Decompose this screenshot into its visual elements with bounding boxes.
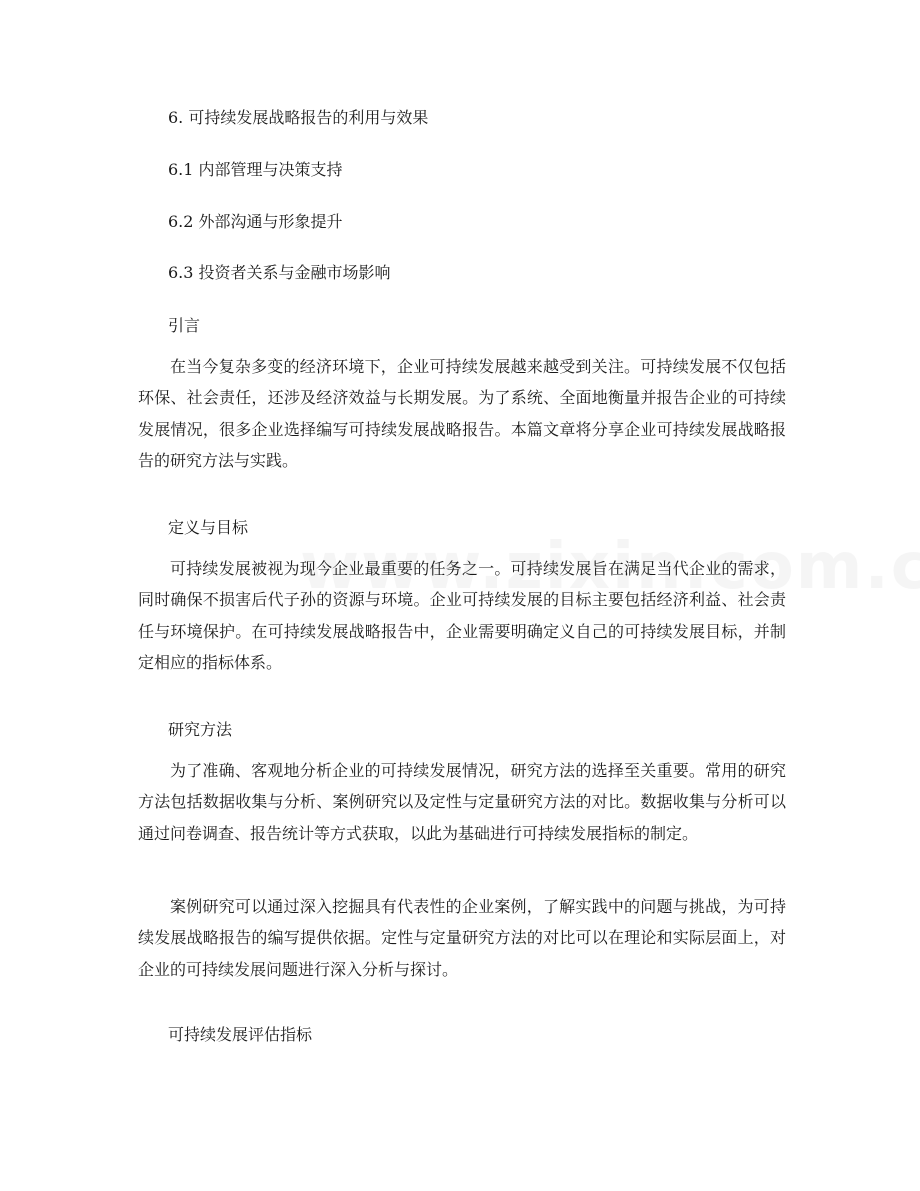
toc-item-6-2: 6.2 外部沟通与形象提升 <box>168 212 343 231</box>
paragraph-method-1: 为了准确、客观地分析企业的可持续发展情况，研究方法的选择至关重要。常用的研究方法包括数据收集与分析、案例研究以及定性与定量研究方法的对比。数据收集与分析可以通过问卷调查、报告统计等方式获取，以此为基础进行可持续发展指标的制定。 <box>138 761 786 843</box>
heading-indicators: 可持续发展评估指标 <box>168 1025 313 1044</box>
heading-intro: 引言 <box>168 316 201 335</box>
heading-method: 研究方法 <box>168 720 233 739</box>
toc-item-6-3: 6.3 投资者关系与金融市场影响 <box>168 263 391 282</box>
heading-definition: 定义与目标 <box>168 518 249 537</box>
paragraph-definition: 可持续发展被视为现今企业最重要的任务之一。可持续发展旨在满足当代企业的需求，同时确保不损害后代子孙的资源与环境。企业可持续发展的目标主要包括经济利益、社会责任与环境保护。在可持续发展战略报告中，企业需要明确定义自己的可持续发展目标，并制定相应的指标体系。 <box>138 559 786 672</box>
toc-item-6-1: 6.1 内部管理与决策支持 <box>168 160 343 179</box>
toc-item-6: 6. 可持续发展战略报告的利用与效果 <box>168 108 429 127</box>
paragraph-method-2: 案例研究可以通过深入挖掘具有代表性的企业案例，了解实践中的问题与挑战，为可持续发展战略报告的编写提供依据。定性与定量研究方法的对比可以在理论和实际层面上，对企业的可持续发展问题进行深入分析与探讨。 <box>138 897 786 979</box>
paragraph-intro: 在当今复杂多变的经济环境下，企业可持续发展越来越受到关注。可持续发展不仅包括环保、社会责任，还涉及经济效益与长期发展。为了系统、全面地衡量并报告企业的可持续发展情况，很多企业选择编写可持续发展战略报告。本篇文章将分享企业可持续发展战略报告的研究方法与实践。 <box>138 357 786 470</box>
